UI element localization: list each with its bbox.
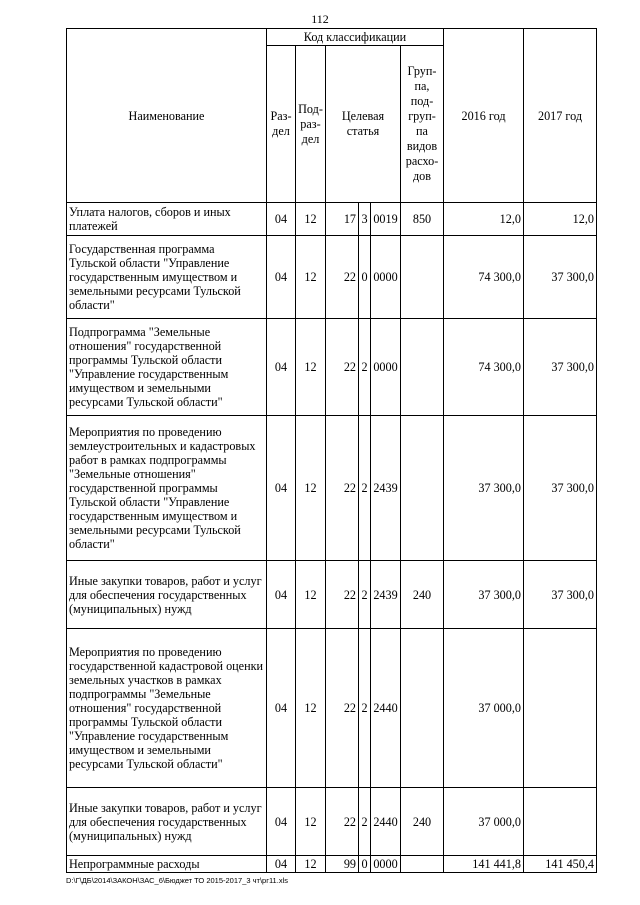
row-2016: 141 441,8 xyxy=(444,856,524,873)
col-header-code: Код классификации xyxy=(267,29,444,46)
row-2017 xyxy=(524,788,597,856)
row-vid: 240 xyxy=(401,788,444,856)
row-podrazdel: 12 xyxy=(296,856,326,873)
row-2017: 37 300,0 xyxy=(524,319,597,416)
row-name: Иные закупки товаров, работ и услуг для обеспечения государственных (муниципальных) нужд xyxy=(67,788,267,856)
row-cs-sub: 2 xyxy=(359,319,371,416)
row-name: Уплата налогов, сборов и иных платежей xyxy=(67,203,267,236)
row-name: Государственная программа Тульской области "Управление государственным имуществом и земельными ресурсами Тульской области" xyxy=(67,236,267,319)
row-cs-code: 2439 xyxy=(371,416,401,561)
row-2016: 37 000,0 xyxy=(444,629,524,788)
row-cs-code: 0000 xyxy=(371,236,401,319)
row-razdel: 04 xyxy=(267,629,296,788)
row-2017: 12,0 xyxy=(524,203,597,236)
col-header-2016: 2016 год xyxy=(444,29,524,203)
table-row xyxy=(67,856,597,873)
row-razdel: 04 xyxy=(267,416,296,561)
row-cs-program: 22 xyxy=(326,629,359,788)
row-2016: 37 300,0 xyxy=(444,561,524,629)
row-vid: 240 xyxy=(401,561,444,629)
row-2017: 37 300,0 xyxy=(524,561,597,629)
row-cs-sub: 0 xyxy=(359,856,371,873)
row-cs-sub: 2 xyxy=(359,416,371,561)
row-cs-sub: 2 xyxy=(359,561,371,629)
table-row xyxy=(67,203,597,236)
row-name: Подпрограмма "Земельные отношения" государственной программы Тульской области "Управление государственным имуществом и земельными ресурсами Тульской области" xyxy=(67,319,267,416)
table-row xyxy=(67,629,597,788)
col-header-podrazdel: Под- раз- дел xyxy=(296,46,326,203)
row-razdel: 04 xyxy=(267,203,296,236)
table-row xyxy=(67,319,597,416)
col-header-razdel: Раз- дел xyxy=(267,46,296,203)
row-name: Мероприятия по проведению государственной кадастровой оценки земельных участков в рамках подпрограммы "Земельные отношения" государственной программы Тульской области "Управление государственным имуществом и земельными ресурсами Тульской области" xyxy=(67,629,267,788)
row-cs-program: 17 xyxy=(326,203,359,236)
row-cs-program: 22 xyxy=(326,236,359,319)
row-cs-sub: 2 xyxy=(359,629,371,788)
row-cs-code: 0000 xyxy=(371,319,401,416)
table-row xyxy=(67,236,597,319)
table-row xyxy=(67,416,597,561)
row-vid xyxy=(401,319,444,416)
row-2016: 74 300,0 xyxy=(444,319,524,416)
row-name: Мероприятия по проведению землеустроительных и кадастровых работ в рамках подпрограммы "Земельные отношения" государственной программы Тульской области "Управление государственным имуществом и земельными ресурсами Тульской области" xyxy=(67,416,267,561)
col-header-2017: 2017 год xyxy=(524,29,597,203)
row-podrazdel: 12 xyxy=(296,203,326,236)
row-cs-program: 22 xyxy=(326,788,359,856)
row-2016: 12,0 xyxy=(444,203,524,236)
row-razdel: 04 xyxy=(267,319,296,416)
row-2016: 37 300,0 xyxy=(444,416,524,561)
row-cs-code: 2439 xyxy=(371,561,401,629)
row-2016: 37 000,0 xyxy=(444,788,524,856)
row-vid xyxy=(401,629,444,788)
row-podrazdel: 12 xyxy=(296,319,326,416)
row-cs-sub: 2 xyxy=(359,788,371,856)
row-cs-code: 2440 xyxy=(371,629,401,788)
row-2017: 141 450,4 xyxy=(524,856,597,873)
row-cs-code: 2440 xyxy=(371,788,401,856)
row-name: Непрограммные расходы xyxy=(67,856,267,873)
row-podrazdel: 12 xyxy=(296,236,326,319)
row-podrazdel: 12 xyxy=(296,416,326,561)
row-2016: 74 300,0 xyxy=(444,236,524,319)
row-cs-sub: 0 xyxy=(359,236,371,319)
row-podrazdel: 12 xyxy=(296,788,326,856)
row-vid xyxy=(401,236,444,319)
row-vid xyxy=(401,856,444,873)
col-header-gruppa: Груп- па, под- груп- па видов расхо- дов xyxy=(401,46,444,203)
row-cs-sub: 3 xyxy=(359,203,371,236)
row-cs-code: 0000 xyxy=(371,856,401,873)
col-header-celevaya: Целевая статья xyxy=(326,46,401,203)
row-cs-program: 22 xyxy=(326,561,359,629)
col-header-name: Наименование xyxy=(67,29,267,203)
table-row xyxy=(67,561,597,629)
page-number: 112 xyxy=(311,12,329,26)
table-row xyxy=(67,788,597,856)
row-podrazdel: 12 xyxy=(296,561,326,629)
row-2017: 37 300,0 xyxy=(524,416,597,561)
budget-table xyxy=(66,28,597,873)
row-vid: 850 xyxy=(401,203,444,236)
row-razdel: 04 xyxy=(267,856,296,873)
row-cs-code: 0019 xyxy=(371,203,401,236)
row-2017 xyxy=(524,629,597,788)
row-2017: 37 300,0 xyxy=(524,236,597,319)
row-cs-program: 99 xyxy=(326,856,359,873)
row-cs-program: 22 xyxy=(326,319,359,416)
row-vid xyxy=(401,416,444,561)
row-name: Иные закупки товаров, работ и услуг для обеспечения государственных (муниципальных) нужд xyxy=(67,561,267,629)
file-path-footer: D:\Г\ДБ\2014\ЗАКОН\ЗАС_6\Бюджет ТО 2015-2017_3 чт\рг11.xls xyxy=(66,876,288,885)
row-razdel: 04 xyxy=(267,788,296,856)
row-razdel: 04 xyxy=(267,236,296,319)
row-podrazdel: 12 xyxy=(296,629,326,788)
row-cs-program: 22 xyxy=(326,416,359,561)
row-razdel: 04 xyxy=(267,561,296,629)
